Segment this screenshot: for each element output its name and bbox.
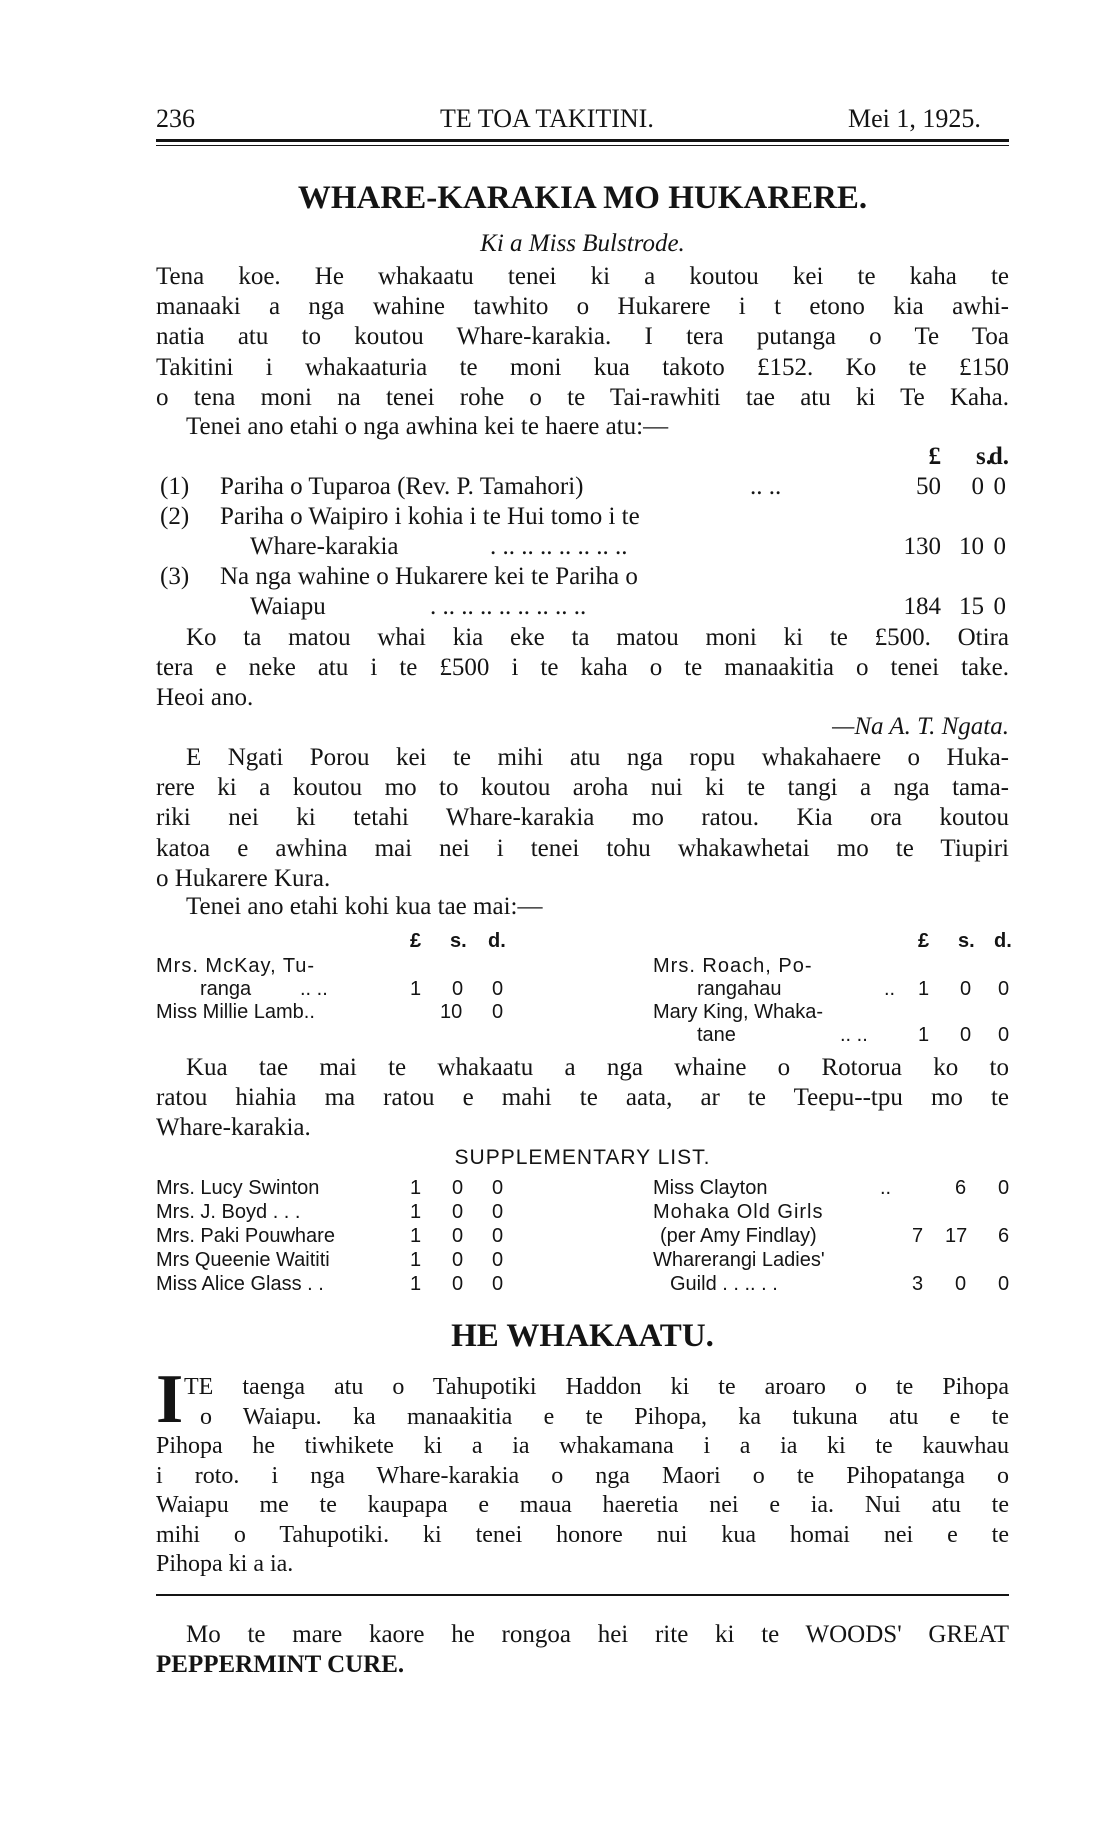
letter-line: natia atu to koutou Whare-karakia. I tera putanga o Te Toa bbox=[156, 323, 1009, 351]
donation-pence: 0 bbox=[993, 533, 1006, 560]
supp-pounds: 1 bbox=[410, 1273, 422, 1295]
gift-shillings: 0 bbox=[960, 1024, 972, 1046]
donation-name: Pariha o Tuparoa (Rev. P. Tamahori) bbox=[220, 473, 584, 500]
supplementary-title: SUPPLEMENTARY LIST. bbox=[454, 1146, 711, 1169]
supp-pounds: 1 bbox=[410, 1201, 422, 1223]
advert-line: Mo te mare kaore he rongoa hei rite ki te WOODS' GREAT bbox=[186, 1621, 1009, 1648]
gift-name: Mary King, Whaka- bbox=[653, 1001, 824, 1023]
donation-pence: 0 bbox=[993, 593, 1006, 620]
supp-shillings: 0 bbox=[452, 1201, 464, 1223]
he-whakaatu-paragraph bbox=[156, 1373, 1009, 1580]
supp-shillings: 0 bbox=[452, 1225, 464, 1247]
gift-name-cont: ranga bbox=[200, 978, 252, 1000]
right-shillings-header: s. bbox=[958, 930, 975, 952]
closing-line: tera e neke atu i te £500 i te kaha o te manaakitia o tenei take. bbox=[156, 654, 1009, 682]
gift-pence: 0 bbox=[998, 1024, 1010, 1046]
article-subtitle: Ki a Miss Bulstrode. bbox=[480, 230, 685, 257]
leader-dots: .. bbox=[880, 1177, 892, 1199]
article2-line: i roto. i nga Whare-karakia o nga Maori o te Pihopatanga o bbox=[156, 1462, 1009, 1489]
donation-name-cont: Waiapu bbox=[250, 593, 326, 620]
supp-name: Mrs. Paki Pouwhare bbox=[156, 1225, 335, 1247]
supp-shillings: 6 bbox=[955, 1177, 967, 1199]
supp-pence: 0 bbox=[492, 1225, 504, 1247]
gift-name: Miss Millie Lamb.. bbox=[156, 1001, 315, 1023]
supp-name: Wharerangi Ladies' bbox=[653, 1249, 825, 1271]
article2-line: o Waiapu. ka manaakitia e te Pihopa, ka tukuna atu e te bbox=[200, 1403, 1009, 1430]
article2-line: mihi o Tahupotiki. ki tenei honore nui kua homai nei e te bbox=[156, 1521, 1009, 1548]
header-rule-thick bbox=[156, 139, 1009, 142]
supp-pounds: 1 bbox=[410, 1177, 422, 1199]
right-pounds-header: £ bbox=[918, 930, 930, 952]
letter-line: Takitini i whakaaturia te moni kua takoto £152. Ko te £150 bbox=[156, 353, 1009, 381]
article2-title: HE WHAKAATU. bbox=[451, 1318, 714, 1354]
supp-pounds: 1 bbox=[410, 1225, 422, 1247]
donation-number: (3) bbox=[160, 563, 190, 590]
para2-line: rere ki a koutou mo to koutou aroha nui ki te tangi a nga tama- bbox=[156, 774, 1009, 802]
gift-pounds: 1 bbox=[918, 1024, 930, 1046]
supp-pence: 0 bbox=[492, 1249, 504, 1271]
supp-pounds: 1 bbox=[410, 1249, 422, 1271]
closing-line: Heoi ano. bbox=[156, 684, 254, 712]
article-title: WHARE-KARAKIA MO HUKARERE. bbox=[297, 180, 868, 216]
left-shillings-header: s. bbox=[450, 930, 467, 952]
para3-line: ratou hiahia ma ratou e mahi te aata, ar te Teepu--tpu mo te bbox=[156, 1084, 1009, 1112]
signature: —Na A. T. Ngata. bbox=[832, 713, 1009, 740]
gift-pounds: 1 bbox=[918, 978, 930, 1000]
page-number: 236 bbox=[156, 104, 195, 133]
pence-header: d. bbox=[988, 443, 1009, 470]
letter-line: manaaki a nga wahine tawhito o Hukarere i t etono kia awhi- bbox=[156, 293, 1009, 321]
running-title: TE TOA TAKITINI. bbox=[440, 104, 654, 133]
supp-shillings: 0 bbox=[955, 1273, 967, 1295]
gift-pence: 0 bbox=[492, 1001, 504, 1023]
leader-dots: .. .. bbox=[300, 978, 328, 1000]
para2-line: riki nei ki tetahi Whare-karakia mo ratou. Kia ora koutou bbox=[156, 804, 1009, 832]
supp-name: Mrs. Lucy Swinton bbox=[156, 1177, 320, 1199]
letter-paragraph bbox=[156, 262, 1009, 413]
advert bbox=[156, 1620, 1009, 1680]
supp-name: Mrs Queenie Waititi bbox=[156, 1249, 330, 1271]
gift-name-cont: tane bbox=[697, 1024, 736, 1046]
closing-line: Ko ta matou whai kia eke ta matou moni ki te £500. Otira bbox=[186, 624, 1009, 651]
supp-shillings: 0 bbox=[452, 1177, 464, 1199]
shillings-header: s. bbox=[976, 443, 992, 470]
list2-intro: Tenei ano etahi kohi kua tae mai:— bbox=[186, 893, 543, 920]
donation-pounds: 50 bbox=[916, 473, 941, 500]
list-intro: Tenei ano etahi o nga awhina kei te haere atu:— bbox=[186, 413, 669, 440]
supp-pounds: 7 bbox=[912, 1225, 924, 1247]
donation-pounds: 184 bbox=[903, 593, 941, 620]
pounds-header: £ bbox=[928, 443, 941, 470]
gift-shillings: 0 bbox=[452, 978, 464, 1000]
gift-name-cont: rangahau bbox=[697, 978, 782, 1000]
supp-pence: 0 bbox=[998, 1177, 1010, 1199]
gift-pence: 0 bbox=[998, 978, 1010, 1000]
article2-line: Waiapu me te kaupapa e maua haeretia nei e ia. Nui atu te bbox=[156, 1492, 1009, 1518]
left-pounds-header: £ bbox=[410, 930, 422, 952]
gift-name: Mrs. Roach, Po- bbox=[653, 955, 813, 977]
leader-dots: .. bbox=[884, 978, 896, 1000]
para2-line: E Ngati Porou kei te mihi atu nga ropu whakahaere o Huka- bbox=[186, 744, 1009, 771]
supp-pence: 6 bbox=[998, 1225, 1010, 1247]
supp-shillings: 17 bbox=[945, 1225, 968, 1247]
supp-name: Mrs. J. Boyd . . . bbox=[156, 1201, 301, 1223]
letter-line: Tena koe. He whakaatu tenei ki a koutou kei te kaha te bbox=[156, 263, 1009, 290]
supp-pence: 0 bbox=[492, 1201, 504, 1223]
gift-name: Mrs. McKay, Tu- bbox=[156, 955, 316, 977]
donation-shillings: 10 bbox=[959, 533, 984, 560]
advert-line: PEPPERMINT CURE. bbox=[156, 1651, 405, 1678]
right-pence-header: d. bbox=[994, 930, 1012, 952]
ngati-porou-paragraph bbox=[156, 743, 1009, 894]
issue-date: Mei 1, 1925. bbox=[848, 104, 981, 133]
rotorua-paragraph bbox=[156, 1053, 1009, 1144]
donation-name: Na nga wahine o Hukarere kei te Pariha o bbox=[220, 563, 638, 590]
donation-name: Pariha o Waipiro i kohia i te Hui tomo i te bbox=[220, 503, 640, 530]
left-pence-header: d. bbox=[488, 930, 506, 952]
gift-shillings: 10 bbox=[440, 1001, 463, 1023]
supp-name: Mohaka Old Girls bbox=[653, 1201, 824, 1223]
donation-shillings: 0 bbox=[971, 473, 984, 500]
gift-shillings: 0 bbox=[960, 978, 972, 1000]
para3-line: Kua tae mai te whakaatu a nga whaine o Rotorua ko to bbox=[186, 1054, 1009, 1081]
supp-pence: 0 bbox=[492, 1177, 504, 1199]
supp-shillings: 0 bbox=[452, 1273, 464, 1295]
para2-line: o Hukarere Kura. bbox=[156, 864, 331, 892]
donation-shillings: 15 bbox=[959, 593, 984, 620]
letter-line: o tena moni na tenei rohe o te Tai-rawhiti tae atu ki Te Kaha. bbox=[156, 383, 1009, 411]
supp-name: Miss Alice Glass . . bbox=[156, 1273, 324, 1295]
supp-shillings: 0 bbox=[452, 1249, 464, 1271]
donation-pence: 0 bbox=[993, 473, 1006, 500]
para2-line: katoa e awhina mai nei i tenei tohu whakawhetai mo te Tiupiri bbox=[156, 834, 1009, 862]
supp-name: Guild . . .. . . bbox=[670, 1273, 778, 1295]
leader-dots: . .. .. .. .. .. .. .. bbox=[490, 533, 628, 560]
supp-name: (per Amy Findlay) bbox=[660, 1225, 817, 1247]
article2-line: Pihopa he tiwhikete ki a ia whakamana i a ia ki te kauwhau bbox=[156, 1433, 1009, 1459]
leader-dots: .. .. bbox=[750, 473, 782, 500]
leader-dots: .. .. bbox=[840, 1024, 868, 1046]
donation-number: (1) bbox=[160, 473, 190, 500]
gift-pence: 0 bbox=[492, 978, 504, 1000]
supp-pence: 0 bbox=[492, 1273, 504, 1295]
donation-name-cont: Whare-karakia bbox=[250, 533, 399, 560]
supp-pounds: 3 bbox=[912, 1273, 924, 1295]
header-rule-thin bbox=[156, 145, 1009, 146]
gift-pounds: 1 bbox=[410, 978, 422, 1000]
article2-line: Pihopa ki a ia. bbox=[156, 1551, 294, 1577]
para3-line: Whare-karakia. bbox=[156, 1114, 311, 1142]
supp-name: Miss Clayton bbox=[653, 1177, 768, 1199]
drop-cap: I bbox=[156, 1361, 184, 1438]
closing-paragraph bbox=[156, 623, 1009, 714]
leader-dots: . .. .. .. .. .. .. .. .. bbox=[430, 593, 587, 620]
supp-pence: 0 bbox=[998, 1273, 1010, 1295]
donation-pounds: 130 bbox=[903, 533, 941, 560]
article2-line: TE taenga atu o Tahupotiki Haddon ki te aroaro o te Pihopa bbox=[184, 1374, 1009, 1400]
advert-rule bbox=[156, 1594, 1009, 1596]
donation-number: (2) bbox=[160, 503, 190, 530]
